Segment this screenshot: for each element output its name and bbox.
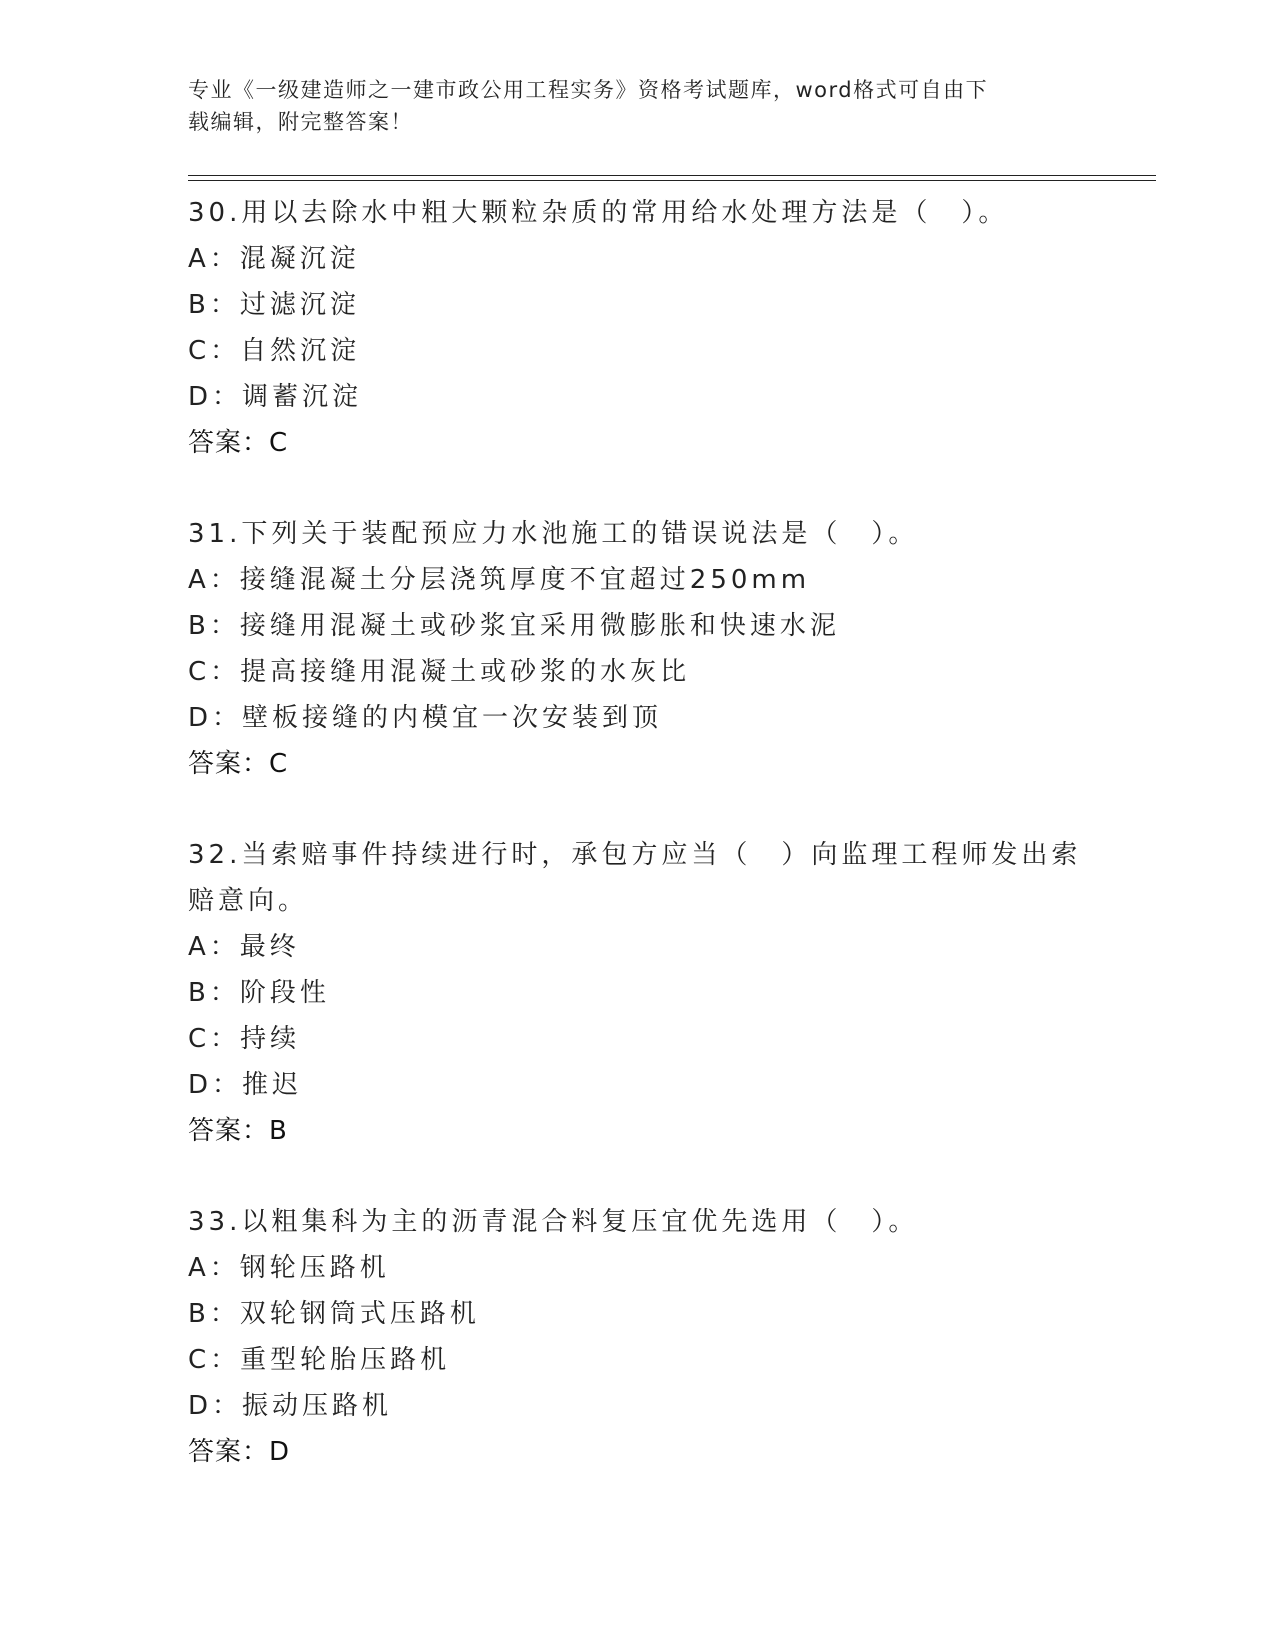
- option-a: A：混凝沉淀: [188, 244, 360, 274]
- answer-line: [188, 1108, 1088, 1154]
- option-a: A：钢轮压路机: [188, 1253, 390, 1283]
- header-line-1: 专业《一级建造师之一建市政公用工程实务》资格考试题库，word格式可自由下: [188, 78, 989, 102]
- option-b: B：过滤沉淀: [188, 290, 360, 320]
- header-line-2: 载编辑，附完整答案！: [188, 110, 413, 134]
- document-header: [188, 74, 1068, 138]
- option-b: B：阶段性: [188, 978, 330, 1008]
- question-stem: 30.用以去除水中粗大颗粒杂质的常用给水处理方法是（ ）。: [188, 198, 1009, 228]
- option-b: B：双轮钢筒式压路机: [188, 1299, 480, 1329]
- option-c: C：持续: [188, 1024, 301, 1054]
- answer-label: 答案：: [188, 1437, 270, 1467]
- option-c: C：提高接缝用混凝土或砂浆的水灰比: [188, 657, 691, 687]
- question-30: [188, 190, 1088, 466]
- answer-value: C: [269, 749, 289, 779]
- option-b: B：接缝用混凝土或砂浆宜采用微膨胀和快速水泥: [188, 611, 840, 641]
- header-divider-top: [188, 175, 1156, 176]
- option-d: D：推迟: [188, 1070, 303, 1100]
- option-c: C：自然沉淀: [188, 336, 361, 366]
- answer-line: [188, 420, 1088, 466]
- question-list: [188, 190, 1088, 1520]
- question-33: [188, 1199, 1088, 1475]
- answer-value: C: [269, 428, 289, 458]
- answer-value: B: [269, 1116, 288, 1146]
- question-32: [188, 832, 1088, 1154]
- answer-label: 答案：: [188, 428, 270, 458]
- answer-value: D: [269, 1437, 291, 1467]
- answer-line: [188, 741, 1088, 787]
- option-c: C：重型轮胎压路机: [188, 1345, 451, 1375]
- option-a: A：最终: [188, 932, 300, 962]
- answer-label: 答案：: [188, 749, 270, 779]
- answer-label: 答案：: [188, 1116, 270, 1146]
- option-d: D：壁板接缝的内模宜一次安装到顶: [188, 703, 663, 733]
- option-a: A：接缝混凝土分层浇筑厚度不宜超过250mm: [188, 565, 811, 595]
- option-d: D：调蓄沉淀: [188, 382, 363, 412]
- question-31: [188, 511, 1088, 787]
- question-stem: 32.当索赔事件持续进行时，承包方应当（ ）向监理工程师发出索赔意向。: [188, 840, 1082, 916]
- header-divider-bottom: [188, 180, 1156, 181]
- answer-line: [188, 1429, 1088, 1475]
- option-d: D：振动压路机: [188, 1391, 393, 1421]
- question-stem: 31.下列关于装配预应力水池施工的错误说法是（ ）。: [188, 519, 919, 549]
- question-stem: 33.以粗集科为主的沥青混合料复压宜优先选用（ ）。: [188, 1207, 919, 1237]
